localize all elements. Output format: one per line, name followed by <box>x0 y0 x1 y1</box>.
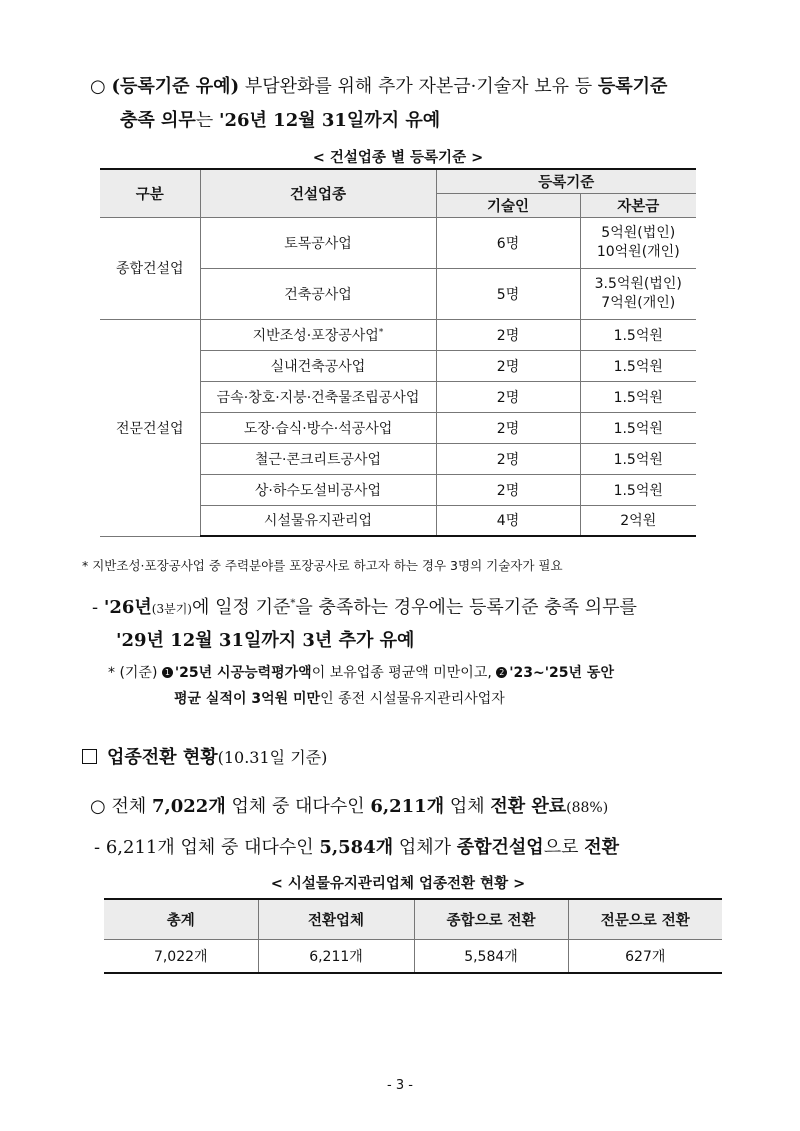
technician-count: 2명 <box>436 381 580 412</box>
section-heading <box>82 743 327 769</box>
detail-count: 5,584개 <box>319 837 394 858</box>
summary-percent: (88%) <box>566 800 609 816</box>
industry-name: 토목공사업 <box>200 217 436 268</box>
technician-count: 2명 <box>436 412 580 443</box>
capital-amount: 1.5억원 <box>580 474 696 505</box>
table2-caption: < 시설물유지관리업체 업종전환 현황 > <box>270 876 526 892</box>
industry-name: 실내건축공사업 <box>200 350 436 381</box>
section-title: 업종전환 현황 <box>107 747 218 768</box>
header-converted: 전환업체 <box>258 899 414 939</box>
capital-corp: 3.5억원(법인) <box>594 275 682 292</box>
page-number: - 3 - <box>387 1078 413 1093</box>
circle-bullet: ○ <box>90 796 106 817</box>
header-category: 구분 <box>100 169 200 217</box>
detail-text-a: 6,211개 업체 중 대다수인 <box>105 837 320 858</box>
capital-amount <box>580 268 696 319</box>
dash1-text-a: 에 일정 기준 <box>191 597 291 618</box>
registration-criteria-table <box>100 168 696 537</box>
table-row <box>100 217 696 268</box>
summary-text-c: 업체 중 대다수인 <box>225 796 371 817</box>
industry-name: 금속·창호·지붕·건축물조립공사업 <box>200 381 436 412</box>
circled-number-2-icon: 2 <box>496 667 507 678</box>
capital-amount <box>580 217 696 268</box>
industry-name <box>200 319 436 350</box>
industry-name: 건축공사업 <box>200 268 436 319</box>
section-date: (10.31일 기준) <box>217 748 328 767</box>
header-criteria: 등록기준 <box>436 169 696 193</box>
technician-count: 2명 <box>436 443 580 474</box>
technician-count: 4명 <box>436 505 580 536</box>
specialty-construction-label: 전문건설업 <box>100 319 200 536</box>
conversion-detail <box>94 833 619 859</box>
summary-text-a: 전체 <box>111 796 152 817</box>
capital-individual: 10억원(개인) <box>596 243 680 260</box>
note-criterion-1: '25년 시공능력평가액 <box>174 665 312 681</box>
table-row <box>104 939 722 973</box>
note-text: 이 보유업종 평균액 미만이고, <box>311 665 497 681</box>
technician-count: 5명 <box>436 268 580 319</box>
criteria-note <box>108 660 728 712</box>
note-prefix: * (기준) <box>108 665 162 681</box>
to-specialty-value: 627개 <box>568 939 722 973</box>
industry-name: 시설물유지관리업 <box>200 505 436 536</box>
registration-deferral-paragraph <box>90 70 730 138</box>
dash1-text-b: 을 충족하는 경우에는 등록기준 충족 의무를 <box>295 597 637 618</box>
checkbox-square-icon <box>82 749 97 764</box>
note-text2: 인 종전 시설물유지관리사업자 <box>320 691 505 707</box>
table1-caption: < 건설업종 별 등록기준 > <box>312 150 484 166</box>
header-industry: 건설업종 <box>200 169 436 217</box>
summary-text-e: 업체 <box>444 796 491 817</box>
dash1-quarter: (3분기) <box>151 602 192 616</box>
note-criterion-2b: 평균 실적이 3억원 미만 <box>174 691 321 707</box>
capital-amount: 1.5억원 <box>580 319 696 350</box>
header-capital: 자본금 <box>580 193 696 217</box>
conversion-summary <box>90 792 608 818</box>
summary-converted: 6,211개 <box>370 796 445 817</box>
dash1-deadline: '29년 12월 31일까지 3년 추가 유예 <box>116 630 415 651</box>
total-value: 7,022개 <box>104 939 258 973</box>
capital-individual: 7억원(개인) <box>601 294 676 311</box>
footnote-mark: * <box>378 326 384 337</box>
general-construction-label: 종합건설업 <box>100 217 200 319</box>
industry-name-text: 지반조성·포장공사업 <box>252 327 379 344</box>
industry-name: 도장·습식·방수·석공사업 <box>200 412 436 443</box>
additional-deferral-item <box>92 588 732 657</box>
deferral-obligation: 충족 의무 <box>120 110 196 131</box>
industry-name: 철근·콘크리트공사업 <box>200 443 436 474</box>
detail-industry: 종합건설업 <box>456 837 544 858</box>
industry-name: 상·하수도설비공사업 <box>200 474 436 505</box>
header-total: 총계 <box>104 899 258 939</box>
detail-text-e: 으로 <box>543 837 585 858</box>
conversion-status-table <box>104 898 722 974</box>
header-to-general: 종합으로 전환 <box>414 899 568 939</box>
detail-conversion: 전환 <box>584 837 619 858</box>
capital-amount: 1.5억원 <box>580 443 696 474</box>
note-criterion-2: '23~'25년 동안 <box>509 665 614 681</box>
summary-total: 7,022개 <box>151 796 226 817</box>
deferral-heading: (등록기준 유예) <box>111 76 240 97</box>
deferral-text-bold: 등록기준 <box>597 76 668 97</box>
capital-amount: 2억원 <box>580 505 696 536</box>
deferral-text: 부담완화를 위해 추가 자본금·기술자 보유 등 <box>239 76 598 97</box>
capital-amount: 1.5억원 <box>580 412 696 443</box>
deferral-deadline: '26년 12월 31일까지 유예 <box>218 110 441 131</box>
table1-footnote: * 지반조성·포장공사업 중 주력분야를 포장공사로 하고자 하는 경우 3명의 기술자가 필요 <box>82 558 563 573</box>
to-general-value: 5,584개 <box>414 939 568 973</box>
capital-corp: 5억원(법인) <box>601 224 676 241</box>
technician-count: 2명 <box>436 350 580 381</box>
dash1-footnote-mark: * <box>290 598 296 609</box>
deferral-text2: 는 <box>195 110 219 131</box>
technician-count: 2명 <box>436 474 580 505</box>
capital-amount: 1.5억원 <box>580 381 696 412</box>
header-technicians: 기술인 <box>436 193 580 217</box>
summary-complete: 전환 완료 <box>490 796 567 817</box>
circled-number-1-icon: 1 <box>162 667 173 678</box>
dash-bullet: - <box>92 597 99 618</box>
dash-bullet: - <box>94 837 101 858</box>
technician-count: 6명 <box>436 217 580 268</box>
dash1-year: '26년 <box>103 597 152 618</box>
technician-count: 2명 <box>436 319 580 350</box>
detail-text-c: 업체가 <box>393 837 457 858</box>
header-to-specialty: 전문으로 전환 <box>568 899 722 939</box>
table-row <box>100 319 696 350</box>
converted-value: 6,211개 <box>258 939 414 973</box>
circle-bullet: ○ <box>90 76 106 97</box>
capital-amount: 1.5억원 <box>580 350 696 381</box>
